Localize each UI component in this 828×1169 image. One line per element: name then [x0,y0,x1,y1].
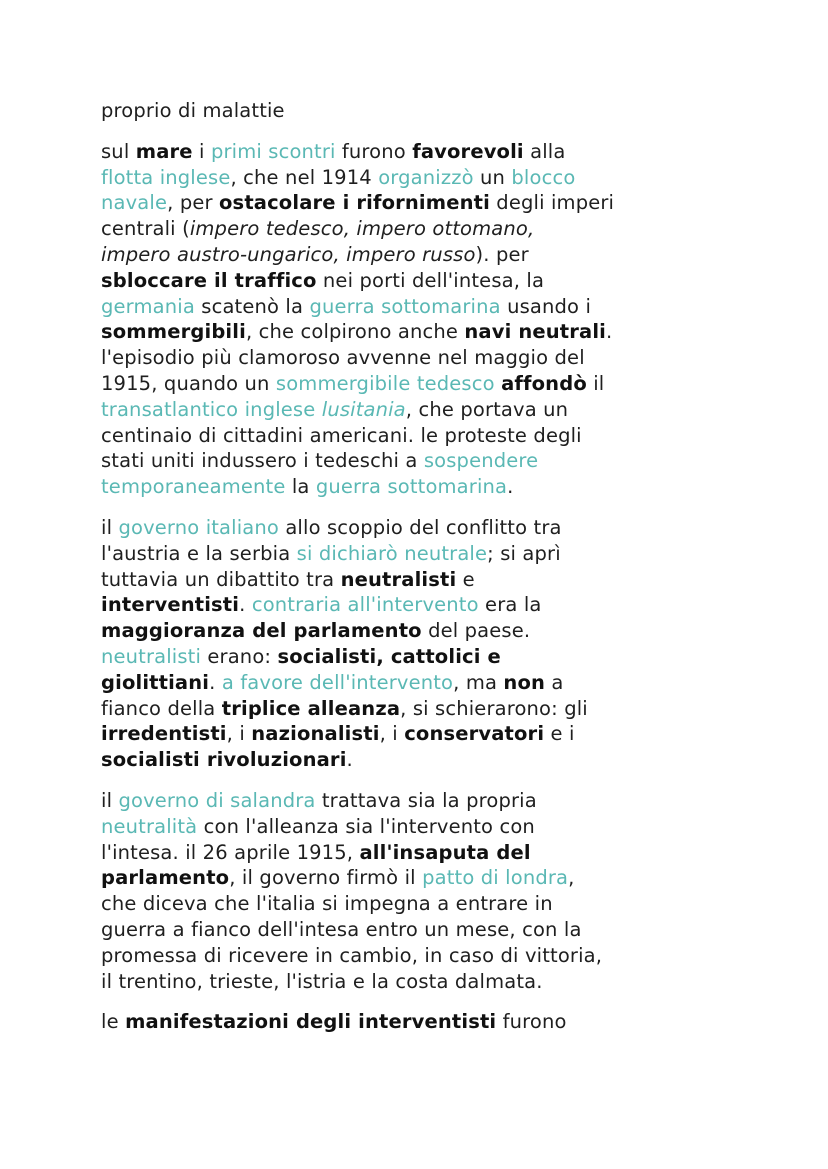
document-page [101,98,741,1050]
highlighted-text: organizzò [378,165,474,189]
body-text: furono [496,1010,567,1034]
highlighted-text: contraria all'intervento [251,593,479,617]
body-text: era la [478,593,542,617]
bold-text: conservatori [404,722,545,746]
body-text: alla [523,139,566,163]
text-line [101,474,741,500]
body-text: . [606,320,613,344]
paragraph [101,515,741,773]
highlighted-text: flotta inglese [101,165,231,189]
body-text: , che nel 1914 [230,165,379,189]
body-text: sul [101,139,136,163]
bold-text: sommergibili [101,320,246,344]
body-text: scatenò la [194,294,310,318]
body-text: ; si aprì [487,541,561,565]
body-text: a [545,670,564,694]
body-text: con l'alleanza sia l'intervento con [197,814,535,838]
italic-text: impero tedesco, impero ottomano, [189,217,535,241]
text-line [101,721,741,747]
text-line [101,98,741,124]
bold-text: giolittiani [101,670,210,694]
body-text: i [192,139,211,163]
body-text: fianco della [101,696,222,720]
bold-text: non [503,670,546,694]
body-text: . [209,670,222,694]
body-text: furono [335,139,413,163]
body-text: il [586,371,605,395]
text-line [101,345,741,371]
highlighted-text: lusitania [321,397,406,421]
text-line [101,747,741,773]
body-text: , per [167,191,220,215]
text-line [101,294,741,320]
highlighted-text: guerra sottomarina [309,294,501,318]
paragraph [101,139,741,500]
body-text: , si schierarono: gli [400,696,588,720]
highlighted-text: sommergibile tedesco [275,371,495,395]
text-line [101,917,741,943]
body-text: stati uniti indussero i tedeschi a [101,449,424,473]
body-text: e [456,567,475,591]
text-line [101,618,741,644]
text-line [101,567,741,593]
body-text: guerra a fianco dell'intesa entro un mese, con la [101,917,582,941]
body-text: che diceva che l'italia si impegna a entrare in [101,892,553,916]
body-text: , [568,866,575,890]
bold-text: ostacolare i rifornimenti [219,191,490,215]
bold-text: triplice alleanza [221,696,401,720]
text-line [101,840,741,866]
text-line [101,891,741,917]
text-line [101,371,741,397]
body-text: centrali ( [101,217,190,241]
body-text: 1915, quando un [101,371,276,395]
highlighted-text: germania [101,294,195,318]
text-line [101,397,741,423]
body-text: . [239,593,252,617]
highlighted-text: temporaneamente [101,475,286,499]
body-text: l'austria e la serbia [101,541,297,565]
text-line [101,319,741,345]
bold-text: navi neutrali [464,320,607,344]
body-text: degli imperi [489,191,615,215]
body-text: , ma [453,670,504,694]
text-line [101,592,741,618]
text-line [101,969,741,995]
body-text: del paese. [421,619,531,643]
paragraph [101,98,741,124]
highlighted-text: blocco [511,165,576,189]
text-line [101,541,741,567]
text-line [101,696,741,722]
highlighted-text: governo italiano [118,515,279,539]
text-line [101,943,741,969]
body-text: le [101,1010,126,1034]
bold-text: socialisti rivoluzionari [101,748,347,772]
body-text: ). per [475,242,529,266]
bold-text: sbloccare il traffico [101,268,317,292]
bold-text: manifestazioni degli interventisti [125,1010,497,1034]
bold-text: affondò [501,371,587,395]
text-line [101,644,741,670]
text-line [101,670,741,696]
highlighted-text: patto di londra [422,866,569,890]
body-text: promessa di ricevere in cambio, in caso di vittoria, [101,943,603,967]
text-line [101,139,741,165]
body-text: un [473,165,512,189]
body-text: tuttavia un dibattito tra [101,567,341,591]
body-text: usando i [500,294,592,318]
text-line [101,814,741,840]
italic-text: impero austro-ungarico, impero russo [101,242,476,266]
bold-text: mare [135,139,193,163]
text-line [101,268,741,294]
body-text: il [101,788,119,812]
text-line [101,165,741,191]
highlighted-text: a favore dell'intervento [221,670,454,694]
body-text: nei porti dell'intesa, la [316,268,545,292]
body-text: erano: [201,644,278,668]
bold-text: neutralisti [340,567,457,591]
body-text: . [346,748,353,772]
body-text: trattava sia la propria [315,788,537,812]
text-line [101,216,741,242]
body-text: la [285,475,316,499]
body-text: l'episodio più clamoroso avvenne nel maggio del [101,346,585,370]
paragraph [101,788,741,994]
highlighted-text: navale [101,191,168,215]
highlighted-text: neutralisti [101,644,202,668]
body-text: , i [379,722,405,746]
text-line [101,242,741,268]
bold-text: maggioranza del parlamento [101,619,422,643]
text-line [101,515,741,541]
body-text: centinaio di cittadini americani. le proteste degli [101,423,582,447]
bold-text: socialisti, cattolici e [277,644,501,668]
body-text: e i [544,722,575,746]
highlighted-text: si dichiarò neutrale [296,541,488,565]
body-text: il [101,515,119,539]
body-text: , i [226,722,252,746]
bold-text: all'insaputa del [359,840,531,864]
body-text: , il governo firmò il [229,866,423,890]
bold-text: interventisti [101,593,240,617]
bold-text: irredentisti [101,722,227,746]
text-line [101,190,741,216]
bold-text: favorevoli [412,139,524,163]
body-text: proprio di malattie [101,99,285,122]
highlighted-text: sospendere [423,449,539,473]
bold-text: nazionalisti [251,722,380,746]
text-line [101,1009,741,1035]
body-text: il trentino, trieste, l'istria e la costa dalmata. [101,969,543,993]
body-text: , che portava un [405,397,569,421]
body-text: , che colpirono anche [245,320,465,344]
highlighted-text: neutralità [101,814,198,838]
text-line [101,448,741,474]
body-text: . [507,475,514,499]
highlighted-text: guerra sottomarina [315,475,508,499]
highlighted-text: governo di salandra [118,788,316,812]
text-line [101,788,741,814]
body-text: l'intesa. il 26 aprile 1915, [101,840,360,864]
bold-text: parlamento [101,866,230,890]
body-text: allo scoppio del conflitto tra [278,515,562,539]
text-line [101,423,741,449]
highlighted-text: primi scontri [210,139,336,163]
text-line [101,865,741,891]
paragraph [101,1009,741,1035]
highlighted-text: transatlantico inglese [101,397,322,421]
